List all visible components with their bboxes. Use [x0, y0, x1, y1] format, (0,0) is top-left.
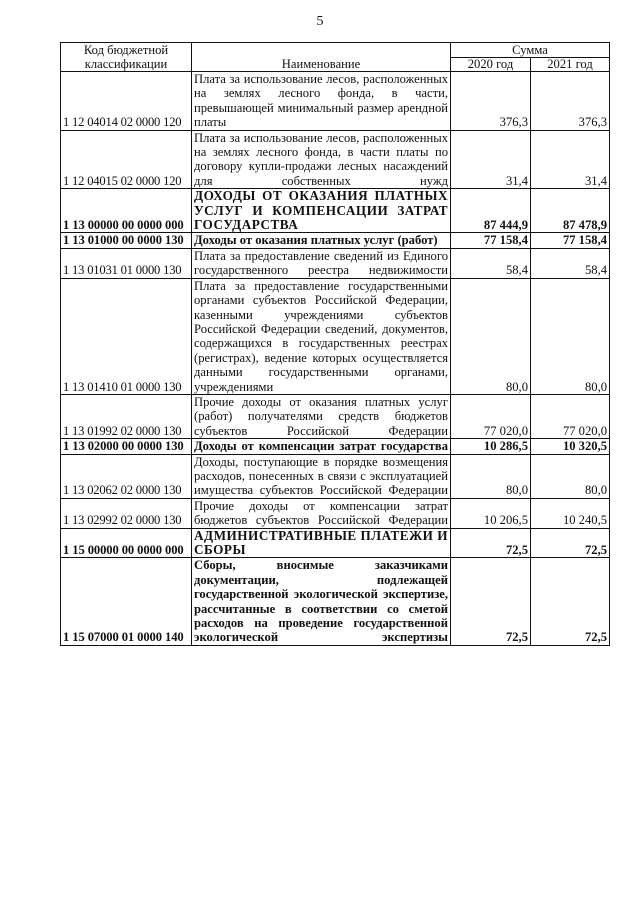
row-value-2020: 376,3 [451, 72, 531, 131]
row-value-2020: 72,5 [451, 528, 531, 558]
row-name: Плата за предоставление сведений из Единого государственного реестра недвижимости [192, 248, 451, 278]
table-row [61, 130, 610, 189]
row-value-2021: 72,5 [531, 558, 610, 645]
row-value-2021: 31,4 [531, 130, 610, 189]
table-row [61, 233, 610, 248]
row-value-2020: 80,0 [451, 278, 531, 394]
row-value-2020: 72,5 [451, 558, 531, 645]
table-row [61, 454, 610, 498]
table-row [61, 439, 610, 454]
row-name: Прочие доходы от оказания платных услуг (работ) получателями средств бюджетов субъектов Российской Федерации [192, 394, 451, 438]
row-value-2021: 58,4 [531, 248, 610, 278]
table-row [61, 189, 610, 233]
row-name: АДМИНИСТРАТИВНЫЕ ПЛАТЕЖИ И СБОРЫ [192, 528, 451, 558]
header-year-2020: 2020 год [451, 57, 531, 72]
table-row [61, 72, 610, 131]
table-header-row [61, 43, 610, 58]
table-row [61, 558, 610, 645]
row-name: ДОХОДЫ ОТ ОКАЗАНИЯ ПЛАТНЫХ УСЛУГ И КОМПЕНСАЦИИ ЗАТРАТ ГОСУДАРСТВА [192, 189, 451, 233]
row-name: Плата за использование лесов, расположенных на землях лесного фонда, в части платы по договору купли-продажи лесных насаждений для собственных нужд [192, 130, 451, 189]
row-value-2020: 80,0 [451, 454, 531, 498]
row-value-2021: 10 320,5 [531, 439, 610, 454]
row-code: 1 12 04015 02 0000 120 [61, 130, 192, 189]
row-value-2021: 10 240,5 [531, 498, 610, 528]
row-name: Доходы от оказания платных услуг (работ) [192, 233, 451, 248]
header-year-2021: 2021 год [531, 57, 610, 72]
row-value-2021: 80,0 [531, 278, 610, 394]
row-value-2020: 31,4 [451, 130, 531, 189]
row-code: 1 13 00000 00 0000 000 [61, 189, 192, 233]
row-value-2021: 80,0 [531, 454, 610, 498]
row-name: Сборы, вносимые заказчиками документации, подлежащей государственной экологической экспертизе, рассчитанные в соответствии со сметой расходов на проведение государственной экологической экспертизы [192, 558, 451, 645]
row-name: Доходы, поступающие в порядке возмещения расходов, понесенных в связи с эксплуатацией имущества субъектов Российской Федерации [192, 454, 451, 498]
row-value-2020: 77 158,4 [451, 233, 531, 248]
header-code: Код бюджетной классификации [61, 43, 192, 72]
budget-table [60, 42, 610, 646]
row-value-2021: 77 020,0 [531, 394, 610, 438]
row-name: Прочие доходы от компенсации затрат бюджетов субъектов Российской Федерации [192, 498, 451, 528]
row-code: 1 13 01410 01 0000 130 [61, 278, 192, 394]
table-row [61, 394, 610, 438]
header-name: Наименование [192, 43, 451, 72]
row-code: 1 13 02000 00 0000 130 [61, 439, 192, 454]
header-sum: Сумма [451, 43, 610, 58]
row-value-2021: 77 158,4 [531, 233, 610, 248]
row-name: Плата за использование лесов, расположенных на землях лесного фонда, в части, превышающей минимальный размер арендной платы [192, 72, 451, 131]
row-code: 1 13 02062 02 0000 130 [61, 454, 192, 498]
page-number: 5 [316, 14, 324, 29]
row-code: 1 15 07000 01 0000 140 [61, 558, 192, 645]
row-value-2020: 10 206,5 [451, 498, 531, 528]
table-row [61, 278, 610, 394]
row-value-2020: 77 020,0 [451, 394, 531, 438]
table-row [61, 528, 610, 558]
row-value-2020: 87 444,9 [451, 189, 531, 233]
row-value-2021: 87 478,9 [531, 189, 610, 233]
row-name: Плата за предоставление государственными органами субъектов Российской Федерации, казенными учреждениями субъектов Российской Федерации сведений, документов, содержащихся в государственных реестрах (регистрах), ведение которых осуществляется данными государственными органами, учреждениями [192, 278, 451, 394]
row-value-2020: 10 286,5 [451, 439, 531, 454]
row-code: 1 15 00000 00 0000 000 [61, 528, 192, 558]
table-row [61, 248, 610, 278]
row-value-2021: 376,3 [531, 72, 610, 131]
row-code: 1 13 01000 00 0000 130 [61, 233, 192, 248]
row-value-2020: 58,4 [451, 248, 531, 278]
row-code: 1 13 01031 01 0000 130 [61, 248, 192, 278]
row-code: 1 13 01992 02 0000 130 [61, 394, 192, 438]
row-code: 1 12 04014 02 0000 120 [61, 72, 192, 131]
table-row [61, 498, 610, 528]
row-name: Доходы от компенсации затрат государства [192, 439, 451, 454]
row-value-2021: 72,5 [531, 528, 610, 558]
row-code: 1 13 02992 02 0000 130 [61, 498, 192, 528]
